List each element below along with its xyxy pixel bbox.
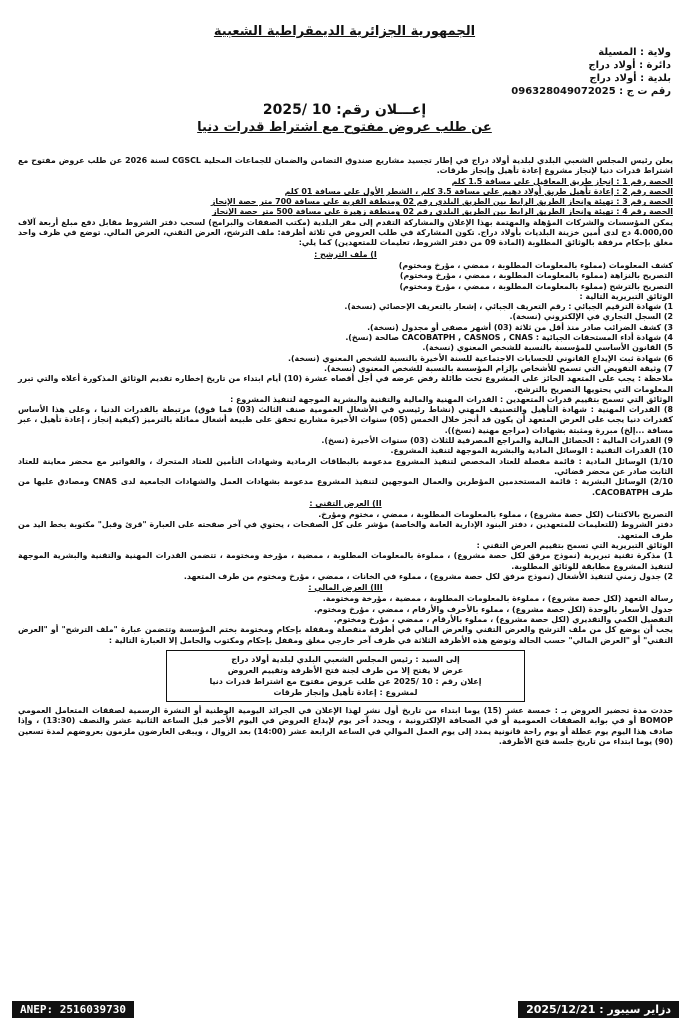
section-item: 7) وثيقة التفويض التي تسمح للأشخاص بإلزام المؤسسة بالنسبة للشخص المعنوي (نسخة). (324, 363, 673, 373)
section-item: 8) القدرات المهنية : شهادة التأهيل والتصنيف المهني (نشاط رئيسي في الأشغال العمومية صنف الثالث (03) فما فوق) مرتبطة بالقدرات الدنيا ، وعلى هذا الأساس كقدرات دنيا يجب على العرض المتعهد أن يكون قد أنجز خلال الخمس (05) سنوات الأخيرة مشاريع تحقق على طبيعة أشغال مماثلة بالترميز (كيفية إنجاز ، إعادة تأهيل ، عبر مسافة ...إلخ) مبررة ومثبتة بشهادات (مراجع مهنية (نسخ)). (18, 405, 673, 435)
administrative-header (511, 46, 671, 98)
section-item: التفصيل الكمي والتقديري (لكل حصة مشروع) ، مملوء بالأرقام ، ممضي ، مؤرخ ومختوم. (333, 615, 673, 625)
section-item: يجب أن يوضع كل من ملف الترشح والعرض التقني والعرض المالي في أظرفة منفصلة ومقفلة بإحكام ومختومة بختم المؤسسة وتتضمن عبارة "ملف الترشح" أو "العرض التقني" أو "العرض المالي" حسب الحالة وتوضع هذه الأظرفة الثلاثة في ظرف آخر خارجي مغلق ومقفل بإحكام ومكتوب والحامل إلا العبارة التالية : (18, 625, 673, 645)
announcement-title-block (6, 102, 683, 135)
announcement-body (18, 156, 673, 747)
section-item: 2) السجل التجاري في الإلكتروني (نسخة). (509, 312, 673, 322)
lot-4: الحصة رقم 4 : تهيئة وإنجاز الطريق الرابط بين الطريق البلدي رقم 02 ومنطقة زهيرة على مسافة 500 متر حصة الإنجاز (212, 207, 673, 217)
lot-2: الحصة رقم 2 : إعادة تأهيل طريق أولاد دهيم على مسافة 3.5 كلم ، الشطر الأول على مسافة 01 كلم (284, 186, 673, 196)
publication-date: دزاير سيبور : 2025/12/21 (518, 1001, 679, 1018)
intro-paragraph: يعلن رئيس المجلس الشعبي البلدي لبلدية أولاد دراج في إطار تجسيد مشاريع صندوق التضامن والضمان للجماعات المحلية CGSCL لسنة 2026 عن طلب عروض مفتوح مع اشتراط قدرات دنيا لإنجاز مشروع إعادة تأهيل وإنجاز طرقات. (18, 156, 674, 176)
announcement-title: إعـــلان رقم: 10 /2025 (262, 102, 427, 118)
page-footer (6, 1000, 683, 1020)
closing-paragraph: حددت مدة تحضير العروض بـ : خمسة عشر (15) يوما ابتداء من تاريخ أول نشر لهذا الإعلان في الجرائد اليومية الوطنية أو النشرة الرسمية لصفقات المتعامل العمومي BOMOP أو في بوابة الصفقات العمومية أو في الصحافة الإلكترونية ، ويحدد آخر يوم لإيداع العروض في اليوم الأخير قبل الساعة الثانية عشر والنصف (13:30) ، وإذا صادف هذا اليوم يوم عطلة أو يوم راحة قانونية يمدد إلى يوم العمل الموالي في الساعة الرابعة عشر (14:00) بعد الزوال ، ويبقى العارضون ملزمون بعروضهم لمدة تسعين (90) يوما ابتداء من تاريخ جلسة فتح الأظرفة. (18, 705, 673, 746)
lot-3: الحصة رقم 3 : تهيئة وإنجاز الطريق الرابط بين الطريق البلدي رقم 02 ومنطقة القرية على مسافة 700 متر حصة الإنجاز (210, 197, 673, 207)
box-line: إعلان رقم : 10 /2025 عن طلب عروض مفتوح مع اشتراط قدرات دنيا (209, 676, 482, 686)
section-item: الوثائق التي تسمح بتقييم قدرات المتعهدين : القدرات المهنية والمالية والتقنية والبشرية الموجهة لتنفيذ المشروع : (230, 394, 673, 404)
header-wilaya: ولاية : المسيلة (598, 47, 671, 58)
section-item: 6) شهادة ثبت الإيداع القانوني للحسابات الاجتماعية للسنة الأخيرة بالنسبة للشخص المعنوي (نسخة). (287, 353, 673, 363)
section-item: كشف المعلومات (مملوء بالمعلومات المطلوبة ، ممضي ، مؤرخ ومختوم) (398, 260, 673, 270)
section-item: التصريح بالاكتتاب (لكل حصة مشروع) ، مملوء بالمعلومات المطلوبة ، ممضي ، مختوم ومؤرخ. (318, 510, 673, 520)
section-item: 1) مذكرة تقنية تبريرية (نموذج مرفق لكل حصة مشروع) ، مملوءة بالمعلومات المطلوبة ، ممضية ، مؤرخة ومختومة ، تتضمن القدرات المهنية والتقنية والبشرية الموجهة لتنفيذ المشروع مطابقة للوثائق المطلوبة. (18, 551, 673, 571)
section-item: 10) القدرات التقنية : الوسائل المادية والبشرية الموجهة لتنفيذ المشروع. (390, 446, 673, 456)
conditions-paragraph: يمكن المؤسسات والشركات المؤهلة والمهتمة بهذا الإعلان والمشاركة التقدم إلى مقر البلدية (مكتب الصفقات والبرامج) لسحب دفتر الشروط مقابل دفع مبلغ أربعة آلاف 4.000,00 دج لدى أمين خزينة البلديات بأولاد دراج. تكون المشاركة في طلب العروض في ثلاثة أظرفة: ملف الترشح، العرض التقني، العرض المالي. توضع في ظرف واحد مغلق بإحكام مرفقة بالوثائق المطلوبة (المادة 09 من دفتر الشروط، تعليمات للمتعهدين) كما يلي: (18, 217, 673, 248)
envelope-box (166, 650, 525, 702)
header-daira: دائرة : أولاد دراج (588, 60, 671, 71)
section-item: دفتر الشروط (للتعليمات للمتعهدين ، دفتر البنود الإدارية العامة والخاصة) مؤشر على كل الصفحات ، يحتوي في آخر صفحته على العبارة "قرئ وقبل" مكتوبة بخط اليد من طرف المتعهد. (18, 520, 673, 540)
section-item: التصريح بالترشح (مملوء بالمعلومات المطلوبة ، ممضي ، مؤرخ ومختوم) (399, 281, 673, 291)
sections-container (18, 250, 673, 646)
announcement-page (6, 4, 683, 1020)
section-heading: III) العرض المالي : (308, 583, 383, 593)
section-item: 2) جدول زمني لتنفيذ الأشغال (نموذج مرفق لكل حصة مشروع) ، مملوء في الخانات ، ممضي ، مؤرخ ومختوم من طرف المتعهد. (183, 571, 673, 581)
section-item: 3) كشف الضرائب صادر منذ أقل من ثلاثة (03) أشهر مصفى أو مجدول (نسخة). (367, 322, 673, 332)
section-item: 9) القدرات المالية : الحصائل المالية والمراجع المصرفية للثلاث (03) سنوات الأخيرة (نسخ). (321, 436, 673, 446)
section-item: 5) القانون الأساسي للمؤسسة بالنسبة للشخص المعنوي (نسخة). (422, 343, 673, 353)
anep-reference: ANEP: 2516039730 (12, 1001, 134, 1018)
section-item: ملاحظة : يجب على المتعهد الحائز على المشروع تحت طائلة رفض عرضه في أجل أقصاه عشرة (10) أيام ابتداء من تاريخ إخطاره تقديم الوثائق المذكورة أعلاه والتي تبرر المعلومات التي يحتويها التصريح بالترشح. (18, 374, 673, 394)
announcement-subtitle: عن طلب عروض مفتوح مع اشتراط قدرات دنيا (197, 120, 492, 135)
section-item: الوثائق التبريرية التالية : (579, 291, 673, 301)
header-tax-number: رقم ت ج : 096328049072025 (511, 86, 671, 97)
section-heading: I) ملف الترشح : (314, 249, 377, 259)
box-line: لمشروع : إعادة تأهيل وإنجاز طرقات (273, 687, 418, 697)
header-commune: بلدية : أولاد دراج (589, 73, 671, 84)
section-item: 2/10) الوسائل البشرية : قائمة المستخدمين المؤطرين والعمال الموجهين لتنفيذ المشروع مدعومة بشهادات العمل والشهادات الجامعية لدى CNAS ومصادق عليها من طرف CACOBATPH. (18, 477, 673, 497)
section-item: الوثائق التبريرية التي تسمح بتقييم العرض التقني : (476, 540, 673, 550)
box-line: عرض لا يفتح إلا من طرف لجنة فتح الأظرفة وتقييم العروض (227, 665, 464, 675)
section-item: 1) شهادة الترقيم الجبائي : رقم التعريف الجبائي ، إشعار بالتعريف الإحصائي (نسخة). (344, 302, 673, 312)
section-item: التصريح بالنزاهة (مملوء بالمعلومات المطلوبة ، ممضي ، مؤرخ ومختوم) (399, 271, 673, 281)
republic-heading: الجمهورية الجزائرية الديمقراطية الشعبية (213, 24, 476, 39)
lot-1: الحصة رقم 1 : إنجاز طريق المعاقيل على مسافة 1.5 كلم (451, 176, 673, 186)
section-heading: II) العرض التقني : (309, 498, 382, 508)
section-item: جدول الأسعار بالوحدة (لكل حصة مشروع) ، مملوء بالأحرف والأرقام ، ممضي ، مؤرخ ومختوم. (314, 604, 673, 614)
section-item: 1/10) الوسائل المادية : قائمة مفصلة للعتاد المخصص لتنفيذ المشروع مدعومة بالبطاقات الرمادية وشهادات التأمين للعتاد المتحرك ، والفواتير مع محضر معاينة للعتاد الثابت صادر عن محضر قضائي. (18, 456, 673, 476)
box-line: إلى السيد : رئيس المجلس الشعبي البلدي لبلدية أولاد دراج (231, 654, 460, 664)
section-item: رسالة التعهد (لكل حصة مشروع) ، مملوءة بالمعلومات المطلوبة ، ممضية ، مؤرخة ومختومة. (322, 594, 673, 604)
section-item: 4) شهادة أداء المستحقات الجبائية : CACOBATPH , CASNOS , CNAS صالحة (نسخ). (345, 333, 673, 343)
